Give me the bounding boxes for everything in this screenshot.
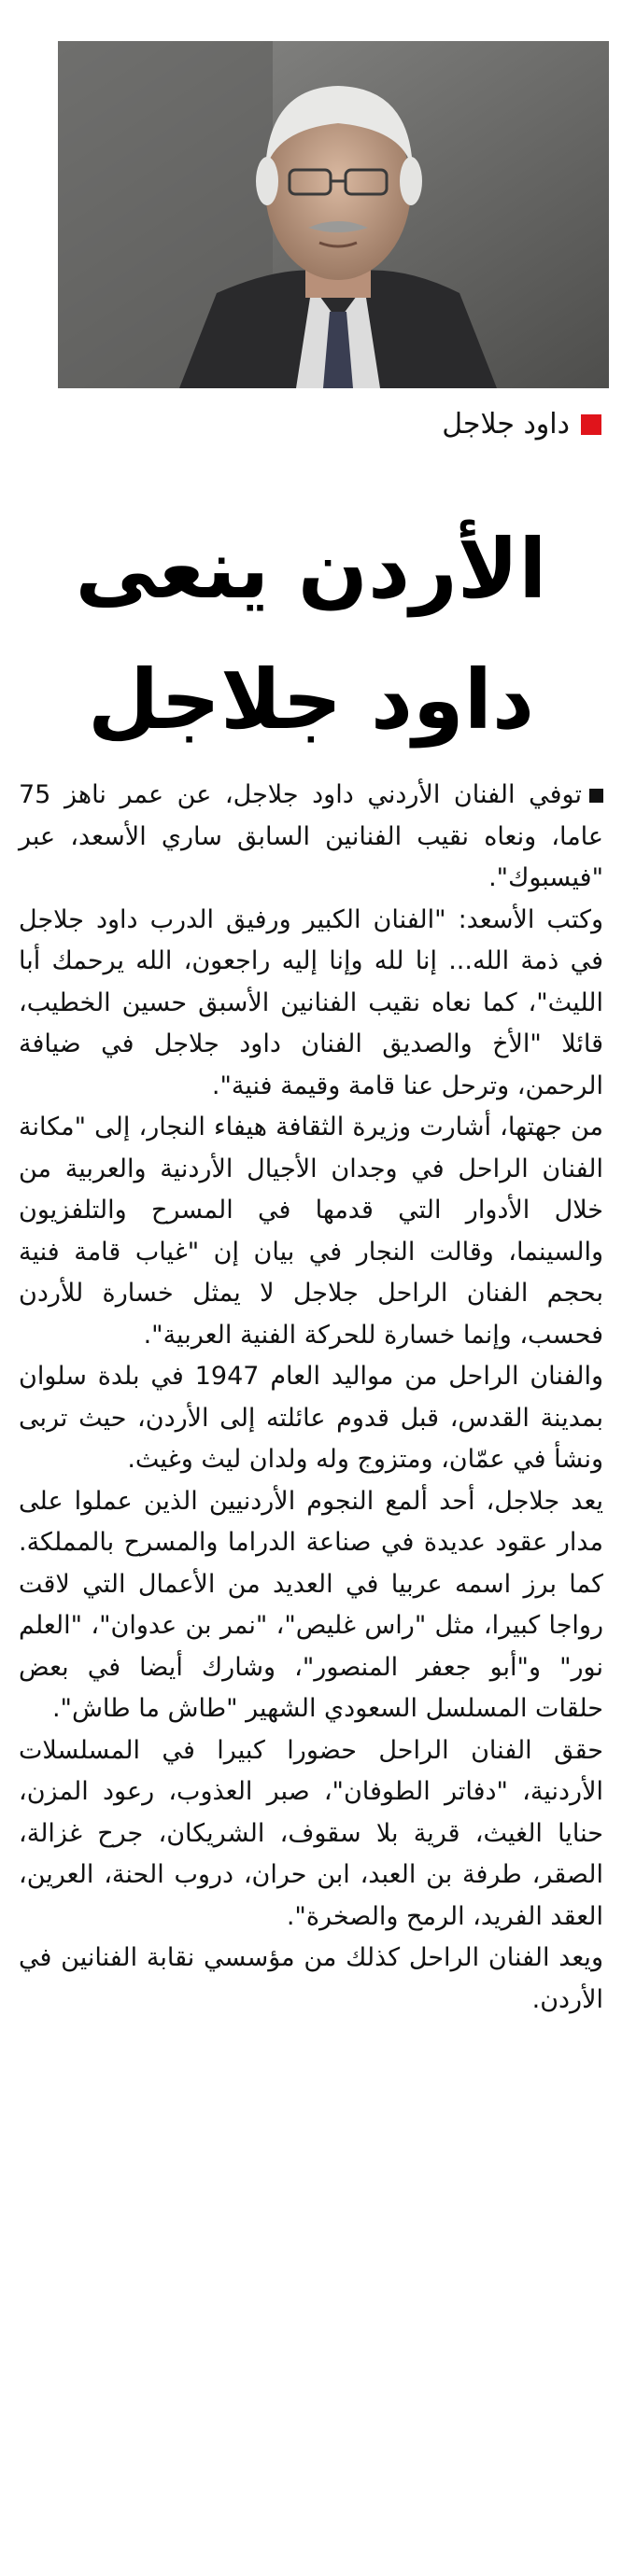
paragraph: وكتب الأسعد: "الفنان الكبير ورفيق الدرب داود جلاجل في ذمة الله... إنا لله وإنا إليه راجعون، الله يرحمك أبا الليث"، كما نعاه نقيب الفنانين الأسبق حسين الخطيب، قائلا "الأخ والصديق الفنان داود جلاجل في ضيافة الرحمن، وترحل عنا قامة وقيمة فنية". [19, 904, 603, 1100]
portrait-photo [58, 41, 609, 388]
headline-line-1: الأردن ينعى [75, 521, 547, 617]
portrait-image [58, 41, 609, 388]
paragraph: حقق الفنان الراحل حضورا كبيرا في المسلسلات الأردنية، "دفاتر الطوفان"، صبر العذوب، رعود المزن، حنايا الغيث، قرية بلا سقوف، الشريكان، جرح غزالة، الصقر، طرفة بن العبد، ابن حران، دروب الحنة، العرين، العقد الفريد، الرمح والصخرة". [19, 1735, 603, 1931]
headline [19, 504, 603, 765]
paragraph: من جهتها، أشارت وزيرة الثقافة هيفاء النجار، إلى "مكانة الفنان الراحل في وجدان الأجيال الأردنية والعربية من خلال الأدوار التي قدمها في المسرح والتلفزيون والسينما، وقالت النجار في بيان إن "غياب قامة فنية بحجم الفنان الراحل جلاجل لا يمثل خسارة للأردن فحسب، وإنما خسارة للحركة الفنية العربية". [19, 1113, 603, 1350]
square-bullet-icon [589, 789, 603, 803]
red-square-marker-icon [581, 414, 601, 435]
paragraph: والفنان الراحل من مواليد العام 1947 في بلدة سلوان بمدينة القدس، قبل قدوم عائلته إلى الأردن، حيث تربى ونشأ في عمّان، ومتزوج وله ولدان ليث وغيث. [19, 1362, 603, 1474]
paragraph [19, 775, 603, 900]
caption-name: داود جلاجل [442, 408, 570, 441]
photo-caption [442, 408, 601, 441]
article-body [19, 775, 603, 2021]
paragraph: ويعد الفنان الراحل كذلك من مؤسسي نقابة الفنانين في الأردن. [19, 1943, 603, 2014]
headline-line-2: داود جلاجل [87, 651, 535, 748]
paragraph-text: توفي الفنان الأردني داود جلاجل، عن عمر ناهز 75 عاما، ونعاه نقيب الفنانين السابق ساري الأسعد، عبر "فيسبوك". [19, 780, 603, 892]
paragraph: يعد جلاجل، أحد ألمع النجوم الأردنيين الذين عملوا على مدار عقود عديدة في صناعة الدراما والمسرح بالمملكة. كما برز اسمه عربيا في العديد من الأعمال التي لاقت رواجا كبيرا، مثل "راس غليص"، "نمر بن عدوان"، "العلم نور" و"أبو جعفر المنصور"، وشارك أيضا في بعض حلقات المسلسل السعودي الشهير "طاش ما طاش". [19, 1486, 603, 1723]
